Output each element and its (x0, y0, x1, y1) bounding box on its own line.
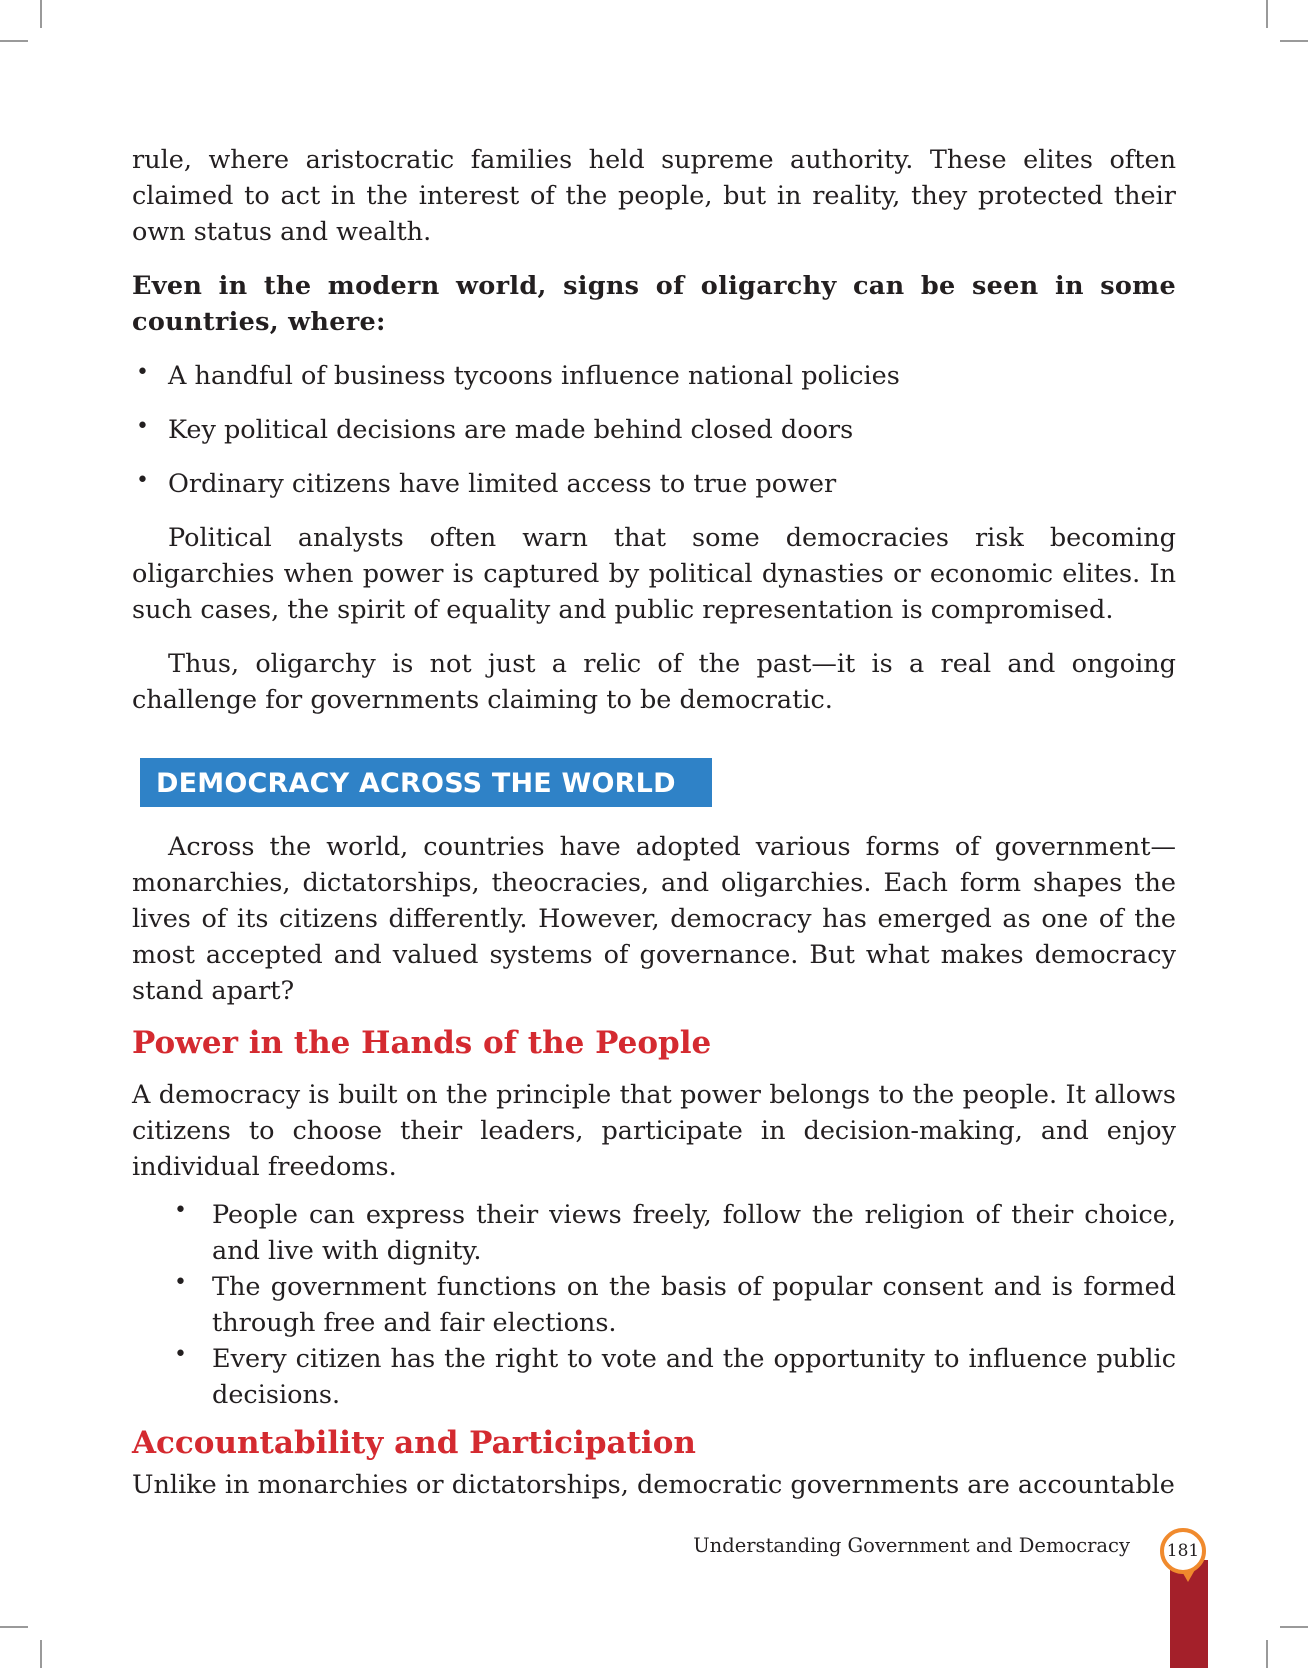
crop-mark-top-right-h (1280, 40, 1308, 42)
accountability-heading: Accountability and Participation (132, 1425, 696, 1461)
analysis-paragraph-1: Political analysts often warn that some democracies risk becoming oligarchies when power is captured by political dynasties or economic elites. In such cases, the spirit of equality and public representation is compromised. (132, 523, 1176, 625)
page-content (132, 142, 1176, 1503)
crop-mark-top-right-v (1266, 0, 1268, 28)
intro-paragraph: rule, where aristocratic families held supreme authority. These elites often claimed to act in the interest of the people, but in reality, they protected their own status and wealth. (132, 145, 1176, 247)
power-heading: Power in the Hands of the People (132, 1025, 712, 1061)
analysis-paragraph-2: Thus, oligarchy is not just a relic of the past—it is a real and ongoing challenge for governments claiming to be democratic. (132, 649, 1176, 715)
list-item: • The government functions on the basis of popular consent and is formed through free and fair elections. (132, 1269, 1176, 1341)
oligarchy-lead: Even in the modern world, signs of oligarchy can be seen in some countries, where: (132, 271, 1176, 337)
oligarchy-signs-list (132, 358, 1176, 502)
crop-mark-top-left-h (0, 40, 28, 42)
section-intro-paragraph: Across the world, countries have adopted various forms of government—monarchies, dictatorships, theocracies, and oligarchies. Each form shapes the lives of its citizens differently. However, democracy has emerged as one of the most accepted and valued systems of governance. But what makes democracy stand apart? (132, 832, 1176, 1006)
list-item: • Key political decisions are made behind closed doors (132, 412, 1176, 448)
power-bullets-list (132, 1197, 1176, 1413)
list-item: • Every citizen has the right to vote and the opportunity to influence public decisions. (132, 1341, 1176, 1413)
crop-mark-bottom-left-h (0, 1626, 28, 1628)
page-number-badge: 181 (1160, 1528, 1206, 1574)
list-item: • People can express their views freely, follow the religion of their choice, and live with dignity. (132, 1197, 1176, 1269)
crop-mark-top-left-v (40, 0, 42, 28)
power-paragraph: A democracy is built on the principle that power belongs to the people. It allows citizens to choose their leaders, participate in decision-making, and enjoy individual freedoms. (132, 1080, 1176, 1182)
list-item: • A handful of business tycoons influence national policies (132, 358, 1176, 394)
crop-mark-bottom-right-h (1280, 1626, 1308, 1628)
crop-mark-bottom-left-v (40, 1640, 42, 1668)
list-item: • Ordinary citizens have limited access to true power (132, 466, 1176, 502)
accountability-paragraph: Unlike in monarchies or dictatorships, democratic governments are accountable (132, 1470, 1175, 1500)
footer-book-title: Understanding Government and Democracy (693, 1534, 1130, 1557)
section-banner: DEMOCRACY ACROSS THE WORLD (140, 758, 712, 807)
crop-mark-bottom-right-v (1266, 1640, 1268, 1668)
